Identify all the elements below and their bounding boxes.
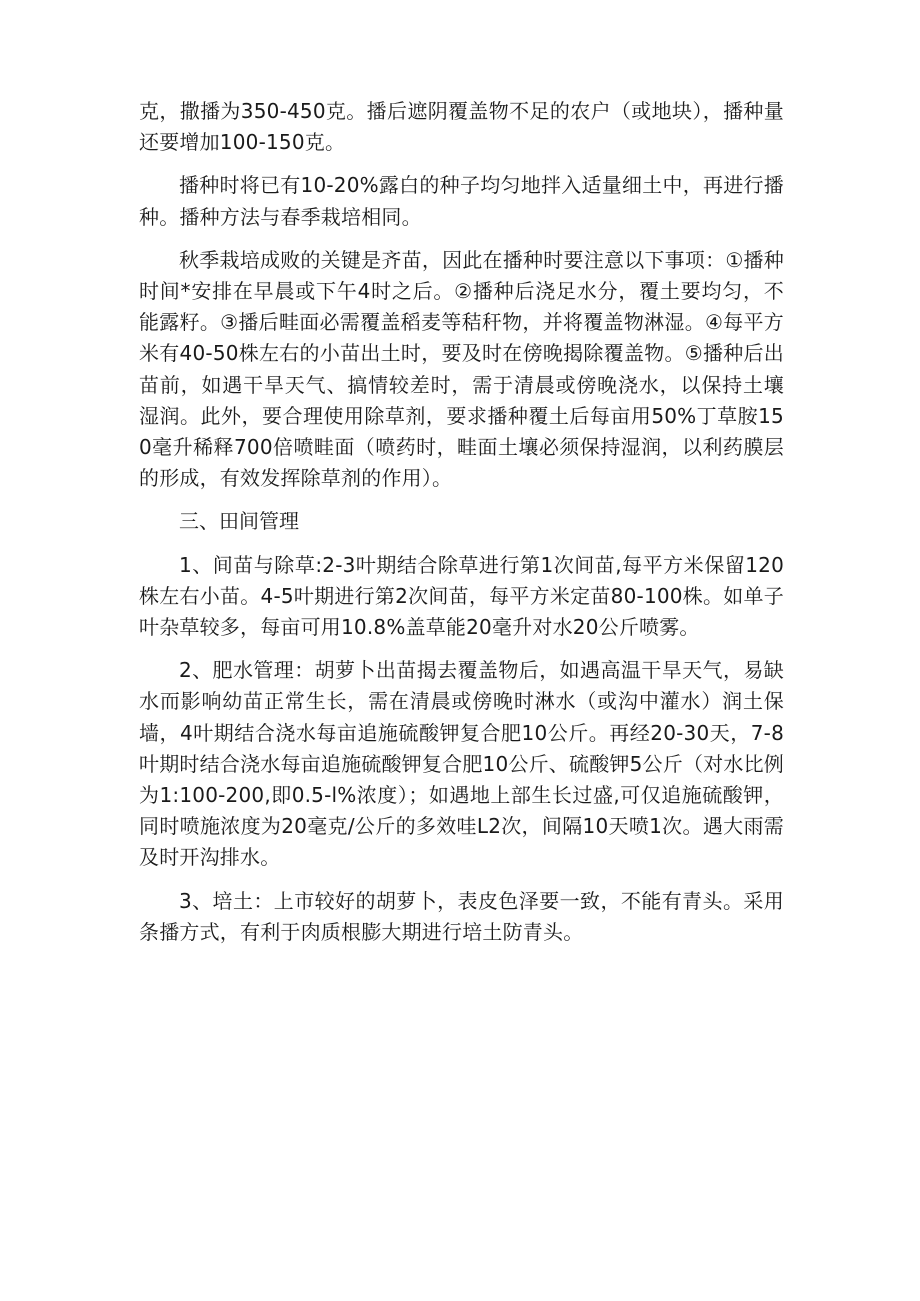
- paragraph-seeding-amount: 克，撒播为350-450克。播后遮阴覆盖物不足的农户（或地块），播种量还要增加100-150克。: [139, 99, 784, 155]
- item-earthing-up: 3、培土：上市较好的胡萝卜，表皮色泽要一致，不能有青头。采用条播方式，有利于肉质根膨大期进行培土防青头。: [139, 888, 784, 944]
- section-heading-field-management: 三、田间管理: [179, 509, 299, 534]
- paragraph-seed-mixing: 播种时将已有10-20%露白的种子均匀地拌入适量细土中，再进行播种。播种方法与春季栽培相同。: [139, 173, 784, 229]
- paragraph-autumn-cultivation: 秋季栽培成败的关键是齐苗，因此在播种时要注意以下事项：①播种时间*安排在早晨或下午4时之后。②播种后浇足水分，覆土要均匀，不能露籽。③播后畦面必需覆盖稻麦等秸秆物，并将覆盖物淋湿。④每平方米有40-50株左右的小苗出土时，要及时在傍晚揭除覆盖物。⑤播种后出苗前，如遇干旱天气、搞情较差时，需于清晨或傍晚浇水，以保持土壤湿润。此外，要合理使用除草剂，要求播种覆土后每亩用50%丁草胺150毫升稀释700倍喷畦面（喷药时，畦面土壤必须保持湿润，以利药膜层的形成，有效发挥除草剂的作用）。: [139, 247, 784, 491]
- document-body: [139, 96, 784, 960]
- item-thinning-weeding: 1、间苗与除草:2-3叶期结合除草进行第1次间苗,每平方米保留120株左右小苗。4-5叶期进行第2次间苗，每平方米定苗80-100株。如单子叶杂草较多，每亩可用10.8%盖草能20毫升对水20公斤喷雾。: [139, 552, 784, 640]
- item-fertilizer-water: 2、肥水管理：胡萝卜出苗揭去覆盖物后，如遇高温干旱天气，易缺水而影响幼苗正常生长，需在清晨或傍晚时淋水（或沟中灌水）润土保墙，4叶期结合浇水每亩追施硫酸钾复合肥10公斤。再经20-30天，7-8叶期时结合浇水每亩追施硫酸钾复合肥10公斤、硫酸钾5公斤（对水比例为1:100-200,即0.5-l%浓度）；如遇地上部生长过盛,可仅追施硫酸钾，同时喷施浓度为20毫克/公斤的多效哇L2次，间隔10天喷1次。遇大雨需及时开沟排水。: [139, 658, 784, 870]
